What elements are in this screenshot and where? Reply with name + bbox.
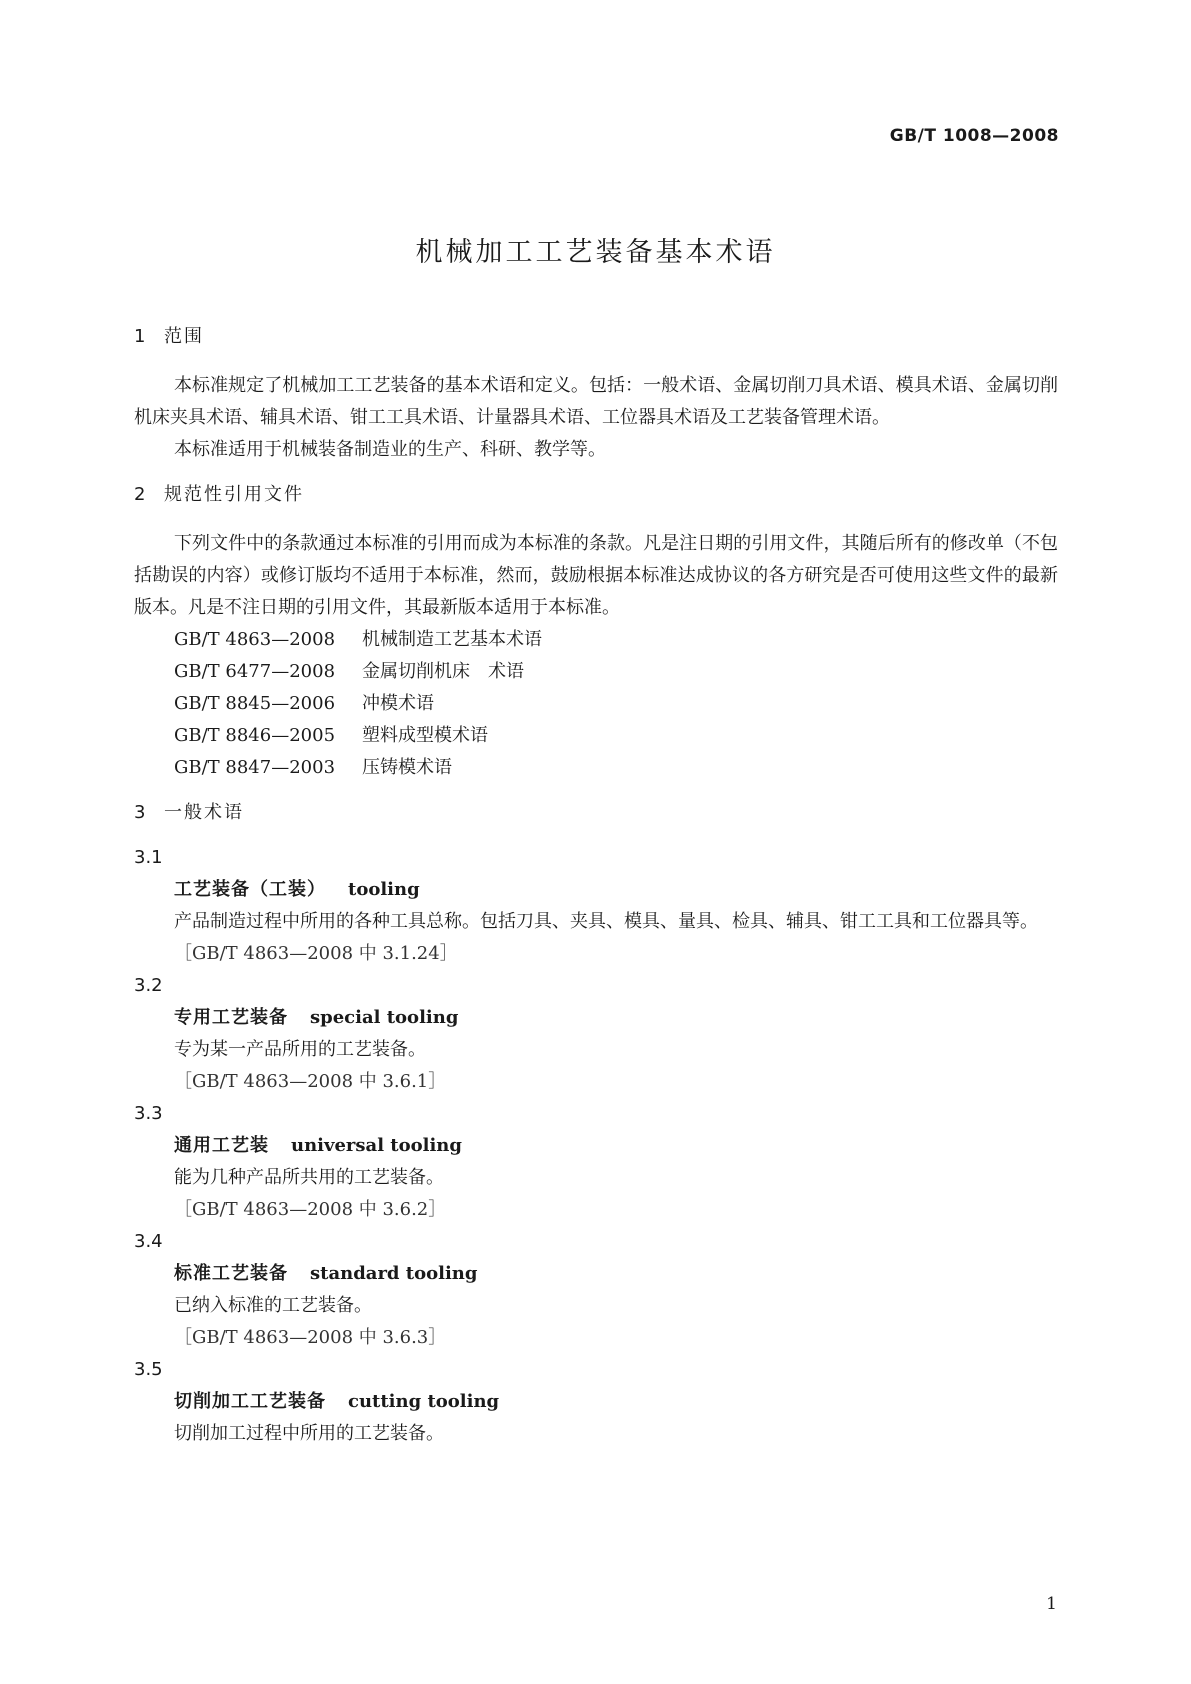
term-english: cutting tooling (348, 1391, 500, 1412)
term-entry (134, 874, 1058, 906)
term-english: tooling (348, 879, 420, 900)
clause-number: 3.5 (134, 1359, 163, 1380)
term-chinese: 标准工艺装备 (174, 1263, 288, 1284)
term-definition: 能为几种产品所共用的工艺装备。 (174, 1167, 444, 1188)
reference-title: 压铸模术语 (362, 757, 452, 778)
clause-number: 3.4 (134, 1231, 163, 1252)
clause-number: 3.3 (134, 1103, 163, 1124)
reference-title: 冲模术语 (362, 693, 434, 714)
term-entry (134, 1386, 1058, 1418)
document-body (134, 322, 1058, 1450)
term-source: ［GB/T 4863—2008 中 3.6.2］ (174, 1199, 447, 1220)
reference-code: GB/T 4863—2008 (174, 629, 336, 650)
term-english: universal tooling (291, 1135, 462, 1156)
term-entry (134, 1002, 1058, 1034)
term-chinese: 通用工艺装 (174, 1135, 269, 1156)
term-definition: 切削加工过程中所用的工艺装备。 (174, 1423, 444, 1444)
term-definition: 产品制造过程中所用的各种工具总称。包括刀具、夹具、模具、量具、检具、辅具、钳工工具和工位器具等。 (174, 911, 1038, 932)
reference-code: GB/T 8847—2003 (174, 757, 336, 778)
reference-item (134, 656, 1058, 688)
term-source: ［GB/T 4863—2008 中 3.1.24］ (174, 943, 458, 964)
clause-number: 3.2 (134, 975, 163, 996)
reference-item (134, 624, 1058, 656)
reference-title: 机械制造工艺基本术语 (362, 629, 542, 650)
reference-title: 金属切削机床 术语 (362, 661, 524, 682)
term-chinese: 切削加工工艺装备 (174, 1391, 326, 1412)
clause-number: 3.1 (134, 847, 163, 868)
term-english: special tooling (310, 1007, 459, 1028)
scope-paragraph: 本标准适用于机械装备制造业的生产、科研、教学等。 (174, 439, 606, 460)
section-heading-general-terms (134, 798, 1058, 828)
reference-title: 塑料成型模术语 (362, 725, 488, 746)
term-entry (134, 1130, 1058, 1162)
scope-paragraph: 本标准规定了机械加工工艺装备的基本术语和定义。包括：一般术语、金属切削刀具术语、模具术语、金属切削机床夹具术语、辅具术语、钳工工具术语、计量器具术语、工位器具术语及工艺装备管理术语。 (134, 375, 1058, 428)
term-chinese: 工艺装备（工装） (174, 879, 326, 900)
reference-item (134, 688, 1058, 720)
reference-code: GB/T 8845—2006 (174, 693, 336, 714)
reference-code: GB/T 6477—2008 (174, 661, 336, 682)
term-definition: 已纳入标准的工艺装备。 (174, 1295, 372, 1316)
references-paragraph: 下列文件中的条款通过本标准的引用而成为本标准的条款。凡是注日期的引用文件，其随后所有的修改单（不包括勘误的内容）或修订版均不适用于本标准，然而，鼓励根据本标准达成协议的各方研究是否可使用这些文件的最新版本。凡是不注日期的引用文件，其最新版本适用于本标准。 (134, 533, 1058, 618)
section-number: 3 (134, 802, 146, 823)
term-source: ［GB/T 4863—2008 中 3.6.3］ (174, 1327, 447, 1348)
section-title: 规范性引用文件 (164, 484, 304, 505)
page-number: 1 (1046, 1594, 1057, 1614)
section-title: 范围 (164, 326, 204, 347)
section-number: 1 (134, 326, 146, 347)
term-definition: 专为某一产品所用的工艺装备。 (174, 1039, 426, 1060)
section-number: 2 (134, 484, 146, 505)
document-title: 机械加工工艺装备基本术语 (415, 237, 776, 268)
reference-item (134, 752, 1058, 784)
standard-code: GB/T 1008—2008 (889, 126, 1059, 146)
section-heading-scope (134, 322, 1058, 352)
section-title: 一般术语 (164, 802, 244, 823)
term-english: standard tooling (310, 1263, 478, 1284)
term-entry (134, 1258, 1058, 1290)
reference-item (134, 720, 1058, 752)
term-source: ［GB/T 4863—2008 中 3.6.1］ (174, 1071, 447, 1092)
term-chinese: 专用工艺装备 (174, 1007, 288, 1028)
reference-code: GB/T 8846—2005 (174, 725, 336, 746)
section-heading-normative-references (134, 480, 1058, 510)
